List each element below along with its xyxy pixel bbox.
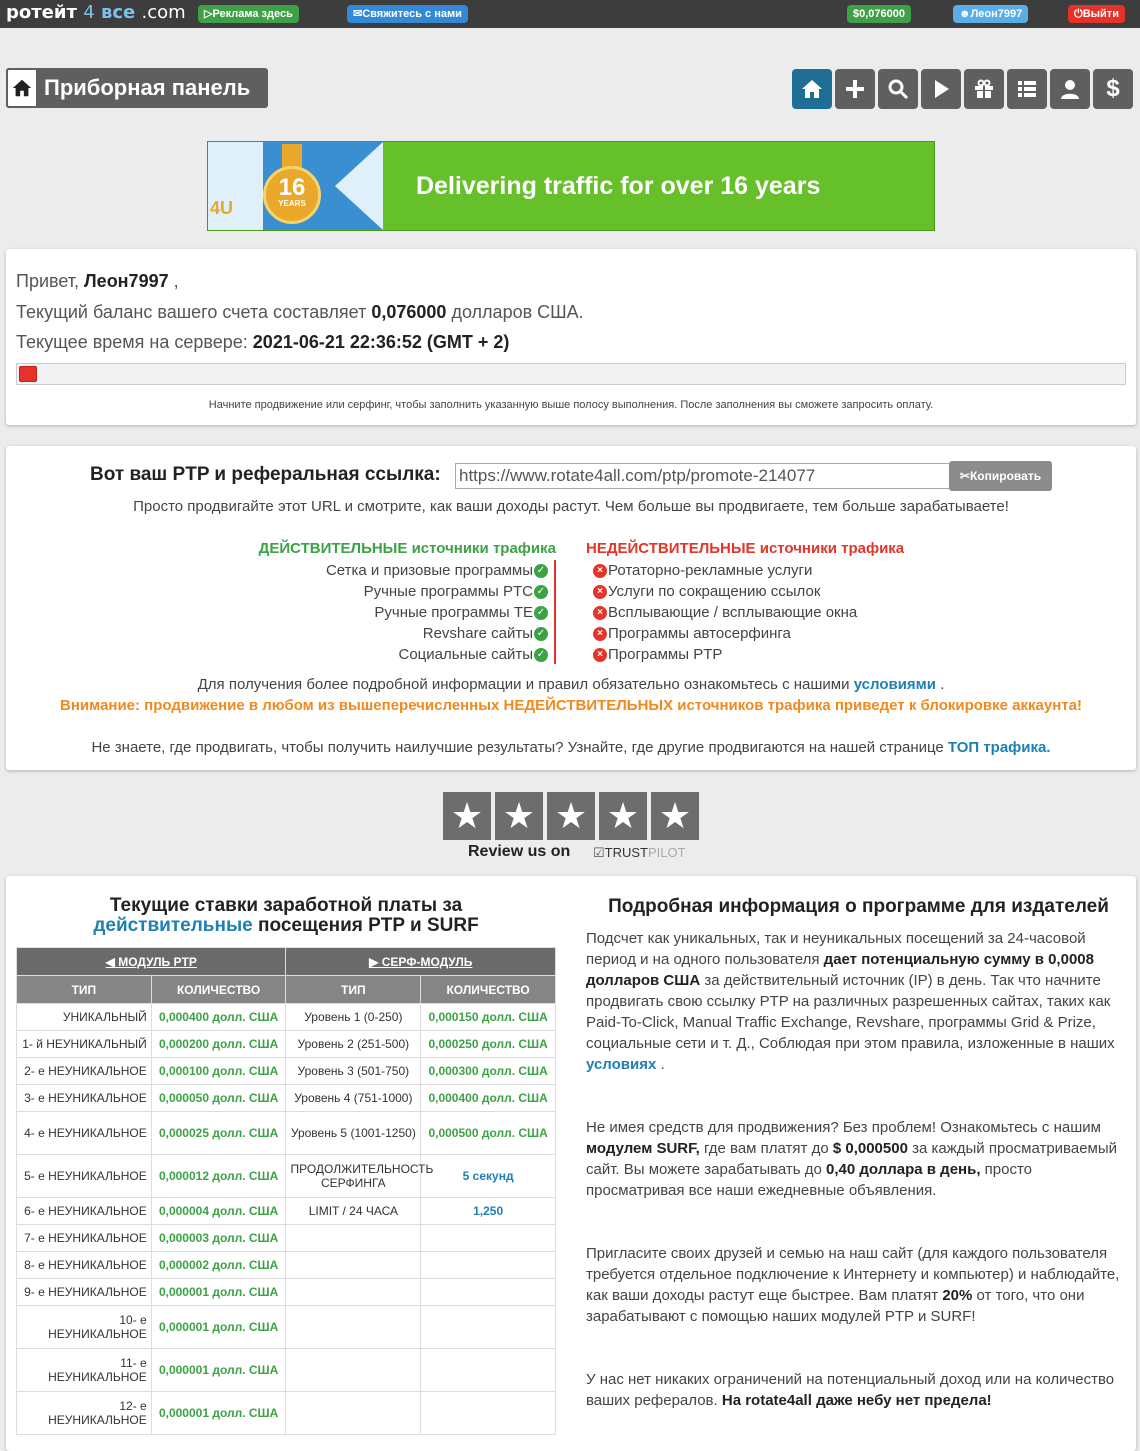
rates-panel [6, 876, 1136, 1451]
rate-amount-cell: 0,000100 долл. США [151, 1058, 286, 1085]
invalid-source-item [593, 583, 820, 600]
page-title-bar [6, 68, 268, 108]
rate-type-cell: 5- е НЕУНИКАЛЬНОЕ [17, 1155, 152, 1198]
trustpilot-brand-b: PILOT [648, 845, 686, 860]
publisher-title: Подробная информация о программе для издателей [608, 896, 1109, 917]
megaphone-icon: ◀ [105, 954, 115, 969]
rate-amount-cell: 0,000200 долл. США [151, 1031, 286, 1058]
p1-text-c: за действительный источник (IP) в день. Так что начните продвигать свою ссылку PTP на различных разрешенных сайтах, таких как Paid-To-Click, Manual Traffic Exchange, Revshare, программы Grid & Prize, социальные сети и т. Д., Соблюдая при этом правила, изложенные в наших [586, 972, 1115, 1052]
banner-brand: 4U [210, 198, 234, 218]
col-type: ТИП [17, 976, 152, 1004]
surf-level-cell: Уровень 2 (251-500) [286, 1031, 421, 1058]
play-icon [929, 77, 953, 101]
invalid-word: НЕДЕЙСТВИТЕЛЬНЫЕ [586, 540, 756, 557]
star-icon: ★ [599, 792, 647, 840]
publisher-paragraph-2 [586, 1117, 1131, 1201]
list-icon [1015, 77, 1039, 101]
cross-icon: × [593, 564, 607, 578]
envelope-icon: ✉ [353, 8, 363, 20]
module-surf-label: СЕРФ-МОДУЛЬ [381, 954, 473, 969]
contact-label: Свяжитесь с нами [362, 8, 462, 20]
payout-progress-bar [16, 363, 1126, 385]
nav-play-button[interactable] [921, 69, 961, 109]
col-type-surf: ТИП [286, 976, 421, 1004]
dollar-icon: $ [1106, 75, 1120, 102]
rates-row [17, 1225, 556, 1252]
top-traffic-info [6, 739, 1136, 756]
publisher-info [586, 896, 1131, 1411]
valid-sources-heading [259, 540, 556, 557]
promo-banner[interactable] [207, 141, 935, 231]
surf-amount-cell [421, 1252, 556, 1279]
trustpilot-widget[interactable] [443, 792, 703, 862]
terms-link[interactable]: условиями [853, 676, 937, 693]
valid-source-label: Ручные программы TE [374, 604, 533, 621]
terms-info-end: . [940, 676, 945, 693]
valid-word: ДЕЙСТВИТЕЛЬНЫЕ [258, 540, 408, 557]
logo-main: ротейт [6, 2, 77, 23]
surf-level-cell [286, 1306, 421, 1349]
ptp-label: Вот ваш PTP и реферальная ссылка: [90, 464, 441, 485]
user-label: Леон7997 [970, 8, 1023, 20]
publisher-paragraph-4 [586, 1369, 1131, 1411]
rates-row [17, 1392, 556, 1435]
logout-label: Выйти [1082, 8, 1119, 20]
logo-all: все [100, 2, 136, 23]
surf-level-cell [286, 1252, 421, 1279]
p2-text-f: 0,40 доллара в день, [826, 1161, 981, 1178]
invalid-source-label: Программы автосерфинга [608, 625, 791, 642]
logo-tld: .com [141, 2, 186, 23]
rates-row [17, 1112, 556, 1155]
rate-amount-cell: 0,000025 долл. США [151, 1112, 286, 1155]
check-icon: ✓ [534, 627, 548, 641]
rate-type-cell: 3- е НЕУНИКАЛЬНОЕ [17, 1085, 152, 1112]
copy-button[interactable] [949, 461, 1052, 491]
megaphone-icon: ▷ [204, 8, 213, 20]
terms-info [6, 676, 1136, 693]
balance-suffix: долларов США. [451, 302, 584, 322]
invalid-rest: источники трафика [759, 540, 905, 557]
col-quantity: КОЛИЧЕСТВО [151, 976, 286, 1004]
cross-icon: × [593, 585, 607, 599]
progress-note: Начните продвижение или серфинг, чтобы заполнить указанную выше полосу выполнения. После заполнения вы сможете запросить оплату. [208, 399, 934, 411]
p1-end: . [660, 1056, 665, 1073]
scissors-icon: ✂ [959, 469, 970, 483]
rate-type-cell: УНИКАЛЬНЫЙ [17, 1004, 152, 1031]
surf-level-cell: Уровень 5 (1001-1250) [286, 1112, 421, 1155]
rate-amount-cell: 0,000400 долл. США [151, 1004, 286, 1031]
rates-row [17, 1004, 556, 1031]
p3-text-b: 20% [942, 1287, 973, 1304]
banner-badge-area [208, 142, 383, 230]
ptp-panel [6, 446, 1136, 770]
p4-text-b: На rotate4all даже небу нет предела! [721, 1392, 992, 1409]
star-icon: ★ [651, 792, 699, 840]
nav-add-button[interactable] [835, 69, 875, 109]
time-prefix: Текущее время на сервере: [16, 332, 248, 352]
plus-icon [843, 77, 867, 101]
rate-amount-cell: 0,000001 долл. США [151, 1306, 286, 1349]
rate-type-cell: 11- е НЕУНИКАЛЬНОЕ [17, 1349, 152, 1392]
advertise-button[interactable] [198, 5, 299, 23]
rates-table [16, 947, 556, 1435]
invalid-source-label: Программы PTP [608, 646, 723, 663]
p3-text-c: от того, что они зарабатывают с помощью наших модулей PTP и SURF! [586, 1287, 1085, 1325]
invalid-sources-heading [586, 540, 904, 557]
balance-label: $0,076000 [853, 8, 905, 20]
trustpilot-logo [593, 845, 686, 861]
p2-text-c: где вам платят до [703, 1140, 829, 1157]
p2-text-d: $ 0,000500 [832, 1140, 908, 1157]
rates-row [17, 1279, 556, 1306]
balance-prefix: Текущий баланс вашего счета составляет [16, 302, 367, 322]
surf-level-cell: ПРОДОЛЖИТЕЛЬНОСТЬ СЕРФИНГА [286, 1155, 421, 1198]
surf-level-cell: LIMIT / 24 ЧАСА [286, 1198, 421, 1225]
rate-amount-cell: 0,000003 долл. США [151, 1225, 286, 1252]
home-icon [800, 77, 824, 101]
page-title: Приборная панель [44, 75, 251, 100]
surf-amount-cell [421, 1279, 556, 1306]
valid-source-item [374, 604, 548, 621]
rate-amount-cell: 0,000001 долл. США [151, 1392, 286, 1435]
invalid-source-item [593, 625, 791, 642]
medal-label: YEARS [278, 199, 306, 208]
surf-level-cell: Уровень 4 (751-1000) [286, 1085, 421, 1112]
surf-amount-cell: 0,000250 долл. США [421, 1031, 556, 1058]
publisher-paragraph-3 [586, 1243, 1131, 1327]
rates-row [17, 1085, 556, 1112]
publisher-paragraph-1 [586, 928, 1131, 1075]
rates-title-a: Текущие ставки заработной платы за [109, 895, 463, 916]
surf-amount-cell: 0,000150 долл. США [421, 1004, 556, 1031]
terms-info-text: Для получения более подробной информации и правил обязательно ознакомьтесь с нашими [197, 676, 850, 693]
surf-amount-cell: 1,250 [421, 1198, 556, 1225]
user-button[interactable] [953, 5, 1028, 23]
rate-type-cell: 6- е НЕУНИКАЛЬНОЕ [17, 1198, 152, 1225]
rate-type-cell: 8- е НЕУНИКАЛЬНОЕ [17, 1252, 152, 1279]
home-icon[interactable] [6, 68, 38, 108]
p2-text-e: за каждый просматриваемый сайт. Вы можете зарабатывать до [586, 1140, 1118, 1178]
rate-type-cell: 10- е НЕУНИКАЛЬНОЕ [17, 1306, 152, 1349]
sources-divider [554, 560, 556, 664]
advertise-label: Реклама здесь [212, 8, 293, 20]
rate-type-cell: 1- й НЕУНИКАЛЬНЫЙ [17, 1031, 152, 1058]
star-icon: ★ [443, 792, 491, 840]
rates-row [17, 1306, 556, 1349]
balance-line [16, 302, 584, 323]
power-icon: ⏻ [1074, 8, 1083, 20]
review-text: Review us on [468, 843, 571, 860]
invalid-source-label: Всплывающие / всплывающие окна [608, 604, 858, 621]
top-traffic-link[interactable]: ТОП трафика. [947, 739, 1051, 756]
nav-profile-button[interactable] [1050, 69, 1090, 109]
cross-icon: × [593, 648, 607, 662]
cross-icon: × [593, 627, 607, 641]
invalid-traffic-warning: Внимание: продвижение в любом из вышеперечисленных НЕДЕЙСТВИТЕЛЬНЫХ источников трафика приведет к блокировке аккаунта! [60, 697, 1082, 714]
rate-type-cell: 4- е НЕУНИКАЛЬНОЕ [17, 1112, 152, 1155]
rates-row [17, 1198, 556, 1225]
rate-type-cell: 12- е НЕУНИКАЛЬНОЕ [17, 1392, 152, 1435]
copy-label: Копировать [969, 469, 1042, 483]
p1-text-b: дает потенциальную сумму в 0,0008 долларов США [586, 951, 1094, 989]
rate-amount-cell: 0,000004 долл. США [151, 1198, 286, 1225]
rate-amount-cell: 0,000001 долл. США [151, 1279, 286, 1306]
valid-source-label: Ручные программы PTC [363, 583, 533, 600]
surf-amount-cell: 0,000400 долл. США [421, 1085, 556, 1112]
valid-source-item [398, 646, 548, 663]
greeting-panel [6, 249, 1136, 425]
banner-text: Delivering traffic for over 16 years [416, 172, 821, 200]
top-bar [0, 0, 1140, 28]
surf-level-cell [286, 1392, 421, 1435]
valid-source-label: Сетка и призовые программы [325, 562, 533, 579]
medal-icon [263, 166, 321, 224]
surf-amount-cell [421, 1349, 556, 1392]
ptp-url-input[interactable]: https://www.rotate4all.com/ptp/promote-214077 [455, 463, 951, 489]
top-traffic-text: Не знаете, где продвигать, чтобы получить наилучшие результаты? Узнайте, где другие продвигаются на нашей странице [91, 739, 944, 756]
surf-amount-cell: 0,000500 долл. США [421, 1112, 556, 1155]
greeting-hello: Привет, [16, 271, 80, 291]
cross-icon: × [593, 606, 607, 620]
rate-type-cell: 7- е НЕУНИКАЛЬНОЕ [17, 1225, 152, 1252]
check-icon: ✓ [534, 606, 548, 620]
nav-gift-button[interactable] [964, 69, 1004, 109]
star-icon: ★ [495, 792, 543, 840]
invalid-source-item [593, 646, 722, 663]
surf-amount-cell: 0,000300 долл. США [421, 1058, 556, 1085]
nav-home-button[interactable] [792, 69, 832, 109]
invalid-source-label: Услуги по сокращению ссылок [608, 583, 821, 600]
col-quantity-surf: КОЛИЧЕСТВО [421, 976, 556, 1004]
surf-level-cell: Уровень 3 (501-750) [286, 1058, 421, 1085]
rates-title-valid: действительные [93, 915, 253, 936]
balance-value: 0,076000 [371, 302, 447, 322]
surf-amount-cell [421, 1225, 556, 1252]
time-value: 2021-06-21 22:36:52 (GMT + 2) [252, 332, 510, 352]
user-icon: ☻ [959, 8, 971, 20]
rate-amount-cell: 0,000050 долл. США [151, 1085, 286, 1112]
invalid-source-item [593, 604, 857, 621]
greeting-username: Леон7997 [84, 271, 169, 291]
surf-level-cell [286, 1225, 421, 1252]
nav-list-button[interactable] [1007, 69, 1047, 109]
rates-title-b: посещения PTP и SURF [258, 915, 479, 936]
module-ptp-link[interactable] [17, 948, 286, 976]
balance-button[interactable] [847, 5, 911, 23]
surf-level-cell [286, 1279, 421, 1306]
check-icon: ✓ [534, 648, 548, 662]
p4-text-a: У нас нет никаких ограничений на потенциальный доход или на количество ваших рефералов. [586, 1371, 1115, 1409]
invalid-source-label: Ротаторно-рекламные услуги [608, 562, 813, 579]
module-surf-link[interactable] [286, 948, 556, 976]
rate-type-cell: 9- е НЕУНИКАЛЬНОЕ [17, 1279, 152, 1306]
rates-row [17, 1252, 556, 1279]
invalid-source-item [593, 562, 812, 579]
medal-ribbon [282, 144, 302, 168]
rate-amount-cell: 0,000002 долл. США [151, 1252, 286, 1279]
medal-number: 16 [278, 174, 306, 201]
rates-row [17, 1349, 556, 1392]
trustpilot-brand-a: TRUST [604, 845, 648, 860]
rates-row [17, 1058, 556, 1085]
valid-source-item [423, 625, 548, 642]
surf-amount-cell: 5 секунд [421, 1155, 556, 1198]
play-icon: ▶ [369, 954, 379, 969]
rates-title [16, 896, 556, 936]
contact-button[interactable] [347, 5, 468, 23]
rate-amount-cell: 0,000012 долл. США [151, 1155, 286, 1198]
nav-search-button[interactable] [878, 69, 918, 109]
star-icon: ★ [547, 792, 595, 840]
valid-source-item [364, 583, 548, 600]
p3-text-a: Пригласите своих друзей и семью на наш сайт (для каждого пользователя требуется отдельное подключение к Интернету и компьютер) и наблюдайте, как ваши доходы растут еще быстрее. Вам платят [586, 1245, 1120, 1304]
valid-rest: источники трафика [411, 540, 556, 557]
check-icon: ✓ [534, 585, 548, 599]
rates-row [17, 1031, 556, 1058]
trustpilot-check-icon: ☑ [593, 845, 605, 860]
surf-level-cell: Уровень 1 (0-250) [286, 1004, 421, 1031]
logo-four: 4 [83, 2, 95, 23]
p2-text-g: просто просматривая все наши ежедневные объявления. [586, 1161, 1033, 1199]
surf-amount-cell [421, 1306, 556, 1349]
rate-amount-cell: 0,000001 долл. США [151, 1349, 286, 1392]
user-icon [1058, 77, 1082, 101]
greeting-comma: , [173, 271, 179, 291]
valid-source-label: Revshare сайты [422, 625, 533, 642]
valid-source-label: Социальные сайты [398, 646, 533, 663]
p2-text-b: модулем SURF, [586, 1140, 700, 1157]
site-logo[interactable] [6, 2, 186, 23]
nav-dollar-button[interactable] [1093, 69, 1133, 109]
progress-fill [19, 366, 37, 382]
check-icon: ✓ [534, 564, 548, 578]
valid-source-item [326, 562, 548, 579]
p2-text-a: Не имея средств для продвижения? Без проблем! Ознакомьтесь с нашим [586, 1119, 1101, 1136]
module-ptp-label: МОДУЛЬ PTP [118, 954, 197, 969]
ptp-subtitle: Просто продвигайте этот URL и смотрите, как ваши доходы растут. Чем больше вы продвигаете, тем больше зарабатываете! [133, 498, 1009, 515]
rate-type-cell: 2- е НЕУНИКАЛЬНОЕ [17, 1058, 152, 1085]
greeting-line [16, 271, 179, 292]
p1-terms-link[interactable]: условиях [586, 1056, 657, 1073]
rates-row [17, 1155, 556, 1198]
p1-text-a: Подсчет как уникальных, так и неуникальных посещений за 24-часовой период и на одного пользователя [586, 930, 1086, 968]
server-time-line [16, 332, 509, 353]
search-icon [886, 77, 910, 101]
gift-icon [972, 77, 996, 101]
surf-level-cell [286, 1349, 421, 1392]
logout-button[interactable] [1068, 5, 1125, 23]
surf-amount-cell [421, 1392, 556, 1435]
